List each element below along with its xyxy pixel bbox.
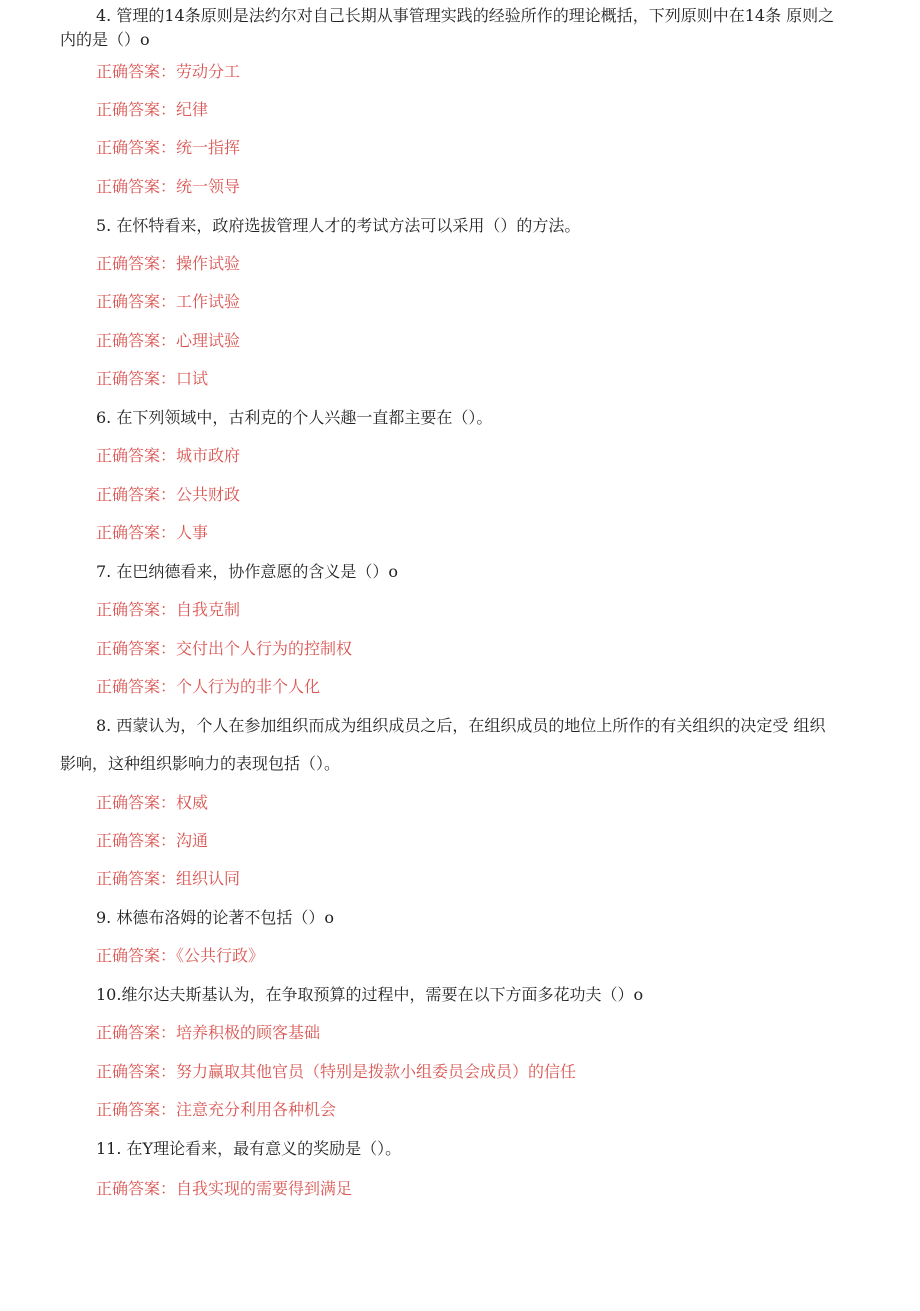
answer-line [96, 1062, 576, 1082]
answer-line [96, 1179, 352, 1199]
answer-value: 统一领导 [176, 177, 241, 196]
answer-line [96, 523, 208, 543]
question-text: 6. 在下列领域中，古利克的个人兴趣一直都主要在（）。 [96, 408, 493, 427]
question-text: 10.维尔达夫斯基认为，在争取预算的过程中，需要在以下方面多花功夫（）o [96, 985, 644, 1004]
answer-line [96, 100, 208, 120]
answer-prefix: 正确答案： [96, 369, 177, 388]
answer-value: 心理试验 [176, 331, 241, 350]
answer-value: 沟通 [176, 831, 209, 850]
answer-value: 注意充分利用各种机会 [176, 1100, 337, 1119]
answer-line [96, 869, 240, 889]
answer-prefix: 正确答案： [96, 254, 177, 273]
answer-value: 公共财政 [176, 485, 241, 504]
answer-value: 自我实现的需要得到满足 [176, 1179, 353, 1198]
answer-line [96, 793, 208, 813]
answer-value: 口试 [176, 369, 209, 388]
answer-prefix: 正确答案： [96, 62, 177, 81]
answer-prefix: 正确答案： [96, 1100, 177, 1119]
answer-prefix: 正确答案： [96, 100, 177, 119]
answer-line [96, 1100, 336, 1120]
question-text: 4. 管理的14条原则是法约尔对自己长期从事管理实践的经验所作的理论概括，下列原则中在14条 原则之 [96, 6, 835, 25]
answer-prefix: 正确答案： [96, 292, 177, 311]
answer-value: 组织认同 [176, 869, 241, 888]
answer-value: 交付出个人行为的控制权 [176, 639, 353, 658]
answer-value: 自我克制 [176, 600, 241, 619]
answer-prefix: 正确答案： [96, 793, 177, 812]
answer-prefix: 正确答案： [96, 177, 177, 196]
answer-line [96, 831, 208, 851]
question-text-continued: 影响，这种组织影响力的表现包括（）。 [60, 754, 341, 773]
question-text-continued: 内的是（）o [60, 30, 150, 49]
answer-prefix: 正确答案： [96, 677, 177, 696]
answer-prefix: 正确答案： [96, 1062, 177, 1081]
answer-prefix: 正确答案： [96, 1179, 177, 1198]
answer-line [96, 292, 240, 312]
answer-prefix: 正确答案： [96, 331, 177, 350]
answer-prefix: 正确答案： [96, 946, 177, 965]
answer-prefix: 正确答案： [96, 869, 177, 888]
answer-line [96, 369, 208, 389]
answer-value: 城市政府 [176, 446, 241, 465]
question-text: 8. 西蒙认为，个人在参加组织而成为组织成员之后，在组织成员的地位上所作的有关组织的决定受 组织 [96, 716, 826, 735]
answer-value: 操作试验 [176, 254, 241, 273]
answer-line [96, 600, 240, 620]
answer-line [96, 677, 320, 697]
answer-prefix: 正确答案： [96, 485, 177, 504]
answer-line [96, 485, 240, 505]
question-text: 7. 在巴纳德看来，协作意愿的含义是（）o [96, 562, 398, 581]
answer-line [96, 138, 240, 158]
answer-value: 统一指挥 [176, 138, 241, 157]
question-text: 9. 林德布洛姆的论著不包括（）o [96, 908, 334, 927]
answer-value: 人事 [176, 523, 209, 542]
answer-prefix: 正确答案： [96, 831, 177, 850]
answer-prefix: 正确答案： [96, 523, 177, 542]
answer-prefix: 正确答案： [96, 138, 177, 157]
answer-line [96, 62, 240, 82]
answer-prefix: 正确答案： [96, 446, 177, 465]
question-text: 11. 在Y理论看来，最有意义的奖励是（）。 [96, 1139, 402, 1158]
answer-line [96, 1023, 320, 1043]
answer-line [96, 331, 240, 351]
answer-prefix: 正确答案： [96, 639, 177, 658]
answer-prefix: 正确答案： [96, 600, 177, 619]
answer-value: 权威 [176, 793, 209, 812]
answer-line [96, 639, 352, 659]
answer-value: 努力赢取其他官员（特别是拨款小组委员会成员）的信任 [176, 1062, 577, 1081]
answer-value: 培养积极的顾客基础 [176, 1023, 321, 1042]
answer-line [96, 446, 240, 466]
answer-prefix: 正确答案： [96, 1023, 177, 1042]
answer-value: 纪律 [176, 100, 209, 119]
answer-value: 工作试验 [176, 292, 241, 311]
answer-line [96, 177, 240, 197]
answer-line [96, 946, 264, 966]
question-text: 5. 在怀特看来，政府选拔管理人才的考试方法可以采用（）的方法。 [96, 216, 581, 235]
answer-value: 劳动分工 [176, 62, 241, 81]
answer-line [96, 254, 240, 274]
answer-value: 个人行为的非个人化 [176, 677, 321, 696]
answer-value: 《公共行政》 [176, 946, 265, 965]
